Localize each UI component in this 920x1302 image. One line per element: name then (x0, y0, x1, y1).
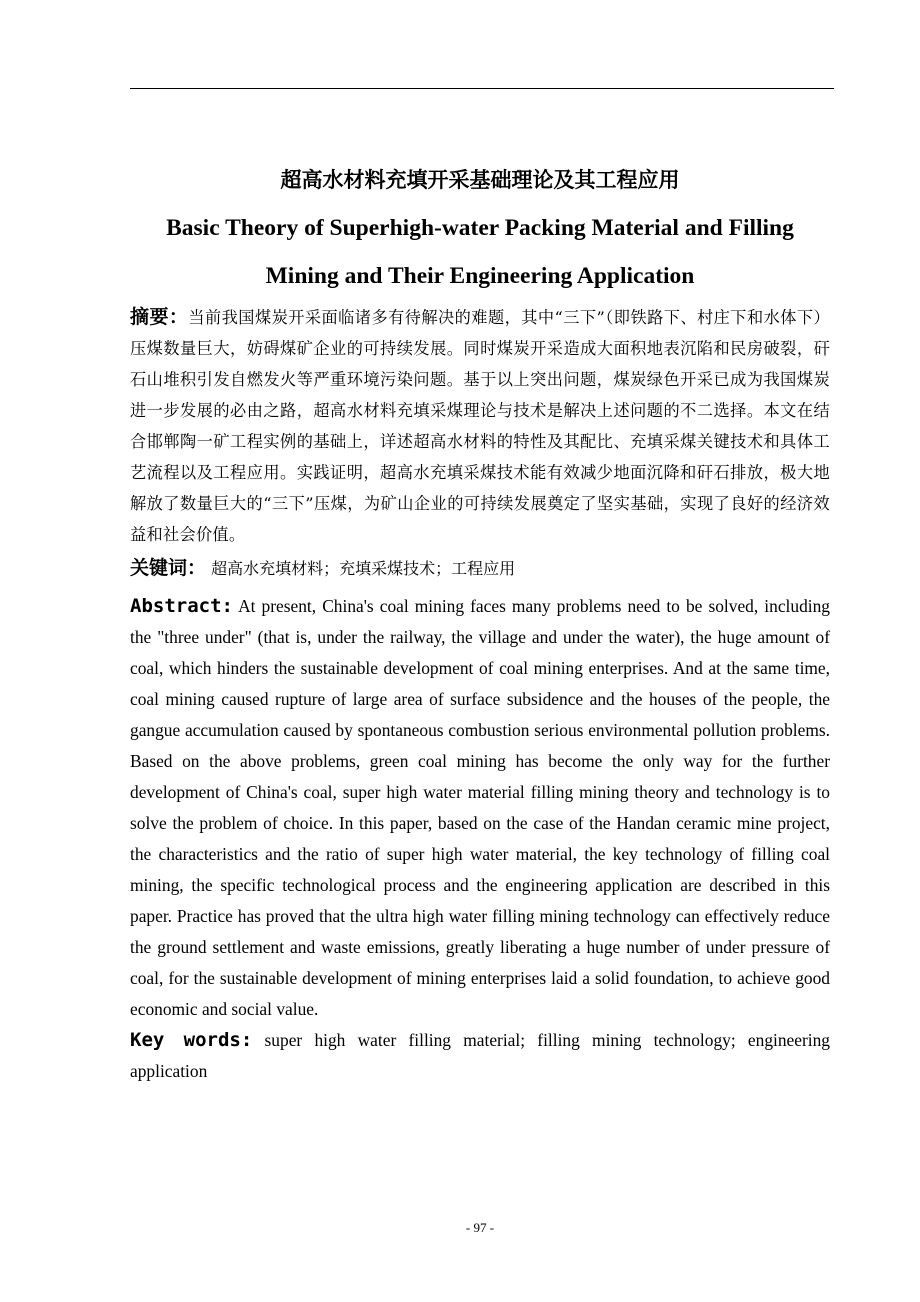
abstract-chinese-text: 当前我国煤炭开采面临诸多有待解决的难题，其中“三下”（即铁路下、村庄下和水体下）压煤数量巨大，妨碍煤矿企业的可持续发展。同时煤炭开采造成大面积地表沉陷和民房破裂，矸石山堆积引发自燃发火等严重环境污染问题。基于以上突出问题，煤炭绿色开采已成为我国煤炭进一步发展的必由之路，超高水材料充填采煤理论与技术是解决上述问题的不二选择。本文在结合邯郸陶一矿工程实例的基础上，详述超高水材料的特性及其配比、充填采煤关键技术和具体工艺流程以及工程应用。实践证明，超高水充填采煤技术能有效减少地面沉降和矸石排放，极大地解放了数量巨大的“三下”压煤，为矿山企业的可持续发展奠定了坚实基础，实现了良好的经济效益和社会价值。 (130, 308, 830, 544)
title-english-line-2: Mining and Their Engineering Application (265, 263, 695, 289)
keywords-english-label: Key words: (130, 1029, 253, 1051)
title-chinese: 超高水材料充填开采基础理论及其工程应用 (280, 168, 680, 192)
abstract-english-label: Abstract: (130, 595, 233, 617)
page-number: - 97 - (465, 1220, 495, 1235)
abstract-chinese-label: 摘要： (130, 306, 189, 328)
paper-body (130, 164, 830, 1087)
keywords-chinese-label: 关键词： (130, 557, 207, 579)
keywords-chinese-text: 超高水充填材料；充填采煤技术；工程应用 (206, 559, 516, 578)
abstract-english-text: At present, China's coal mining faces many problems need to be solved, including the "three under" (that is, under the railway, the village and under the water), the huge amount of coal, which hinders the sustainable development of coal mining enterprises. And at the same time, coal mining caused rupture of large area of surface subsidence and the houses of the people, the gangue accumulation caused by spontaneous combustion serious environmental pollution problems. Based on the above problems, green coal mining has become the only way for the further development of China's coal, super high water material filling mining theory and technology is to solve the problem of choice. In this paper, based on the case of the Handan ceramic mine project, the characteristics and the ratio of super high water material, the key technology of filling coal mining, the specific technological process and the engineering application are described in this paper. Practice has proved that the ultra high water filling mining technology can effectively reduce the ground settlement and waste emissions, greatly liberating a huge number of under pressure of coal, for the sustainable development of mining enterprises laid a solid foundation, to achieve good economic and social value. (130, 596, 830, 1019)
keywords-english-text: super high water filling material; filling mining technology; engineering application (130, 1030, 831, 1081)
keywords-english (130, 1025, 830, 1087)
abstract-english (130, 591, 830, 1025)
header-rule (130, 88, 834, 89)
title-english-line-1: Basic Theory of Superhigh-water Packing Material and Filling (166, 215, 794, 241)
abstract-chinese (130, 302, 830, 550)
keywords-chinese (130, 552, 830, 585)
